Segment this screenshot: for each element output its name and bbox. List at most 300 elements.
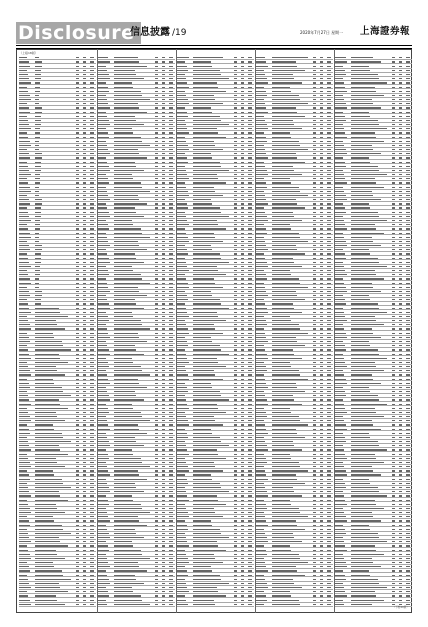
- text-placeholder: [83, 512, 86, 513]
- text-placeholder: [98, 445, 110, 446]
- text-placeholder: [234, 87, 237, 88]
- text-placeholder: [114, 541, 132, 542]
- text-placeholder: [19, 212, 28, 213]
- text-placeholder: [76, 449, 79, 450]
- text-placeholder: [76, 153, 79, 154]
- text-placeholder: [98, 354, 110, 355]
- text-placeholder: [83, 479, 86, 480]
- text-placeholder: [83, 166, 86, 167]
- text-placeholder: [114, 508, 142, 509]
- text-placeholder: [98, 441, 109, 442]
- text-placeholder: [98, 99, 107, 100]
- text-placeholder: [83, 462, 86, 463]
- text-placeholder: [162, 437, 165, 438]
- text-placeholder: [19, 579, 28, 580]
- text-placeholder: [35, 529, 63, 530]
- text-placeholder: [169, 525, 173, 526]
- text-placeholder: [155, 212, 158, 213]
- text-placeholder: [155, 178, 158, 179]
- text-placeholder: [169, 495, 173, 496]
- text-placeholder: [19, 149, 27, 150]
- text-placeholder: [83, 270, 86, 271]
- text-placeholder: [155, 166, 158, 167]
- text-placeholder: [76, 145, 79, 146]
- text-placeholder: [90, 587, 94, 588]
- text-placeholder: [114, 554, 142, 555]
- text-placeholder: [83, 299, 86, 300]
- text-placeholder: [35, 537, 59, 538]
- text-placeholder: [35, 245, 42, 246]
- text-placeholder: [76, 333, 79, 334]
- text-placeholder: [98, 337, 110, 338]
- text-placeholder: [35, 141, 39, 142]
- text-placeholder: [169, 170, 173, 171]
- text-placeholder: [83, 157, 86, 158]
- text-placeholder: [19, 366, 28, 367]
- text-placeholder: [19, 387, 30, 388]
- text-placeholder: [35, 266, 40, 267]
- text-placeholder: [155, 591, 158, 592]
- text-placeholder: [155, 604, 158, 605]
- text-placeholder: [76, 187, 79, 188]
- text-placeholder: [83, 78, 86, 79]
- text-placeholder: [90, 399, 94, 400]
- text-placeholder: [169, 374, 173, 375]
- text-placeholder: [169, 395, 173, 396]
- text-placeholder: [248, 124, 252, 125]
- text-placeholder: [19, 554, 30, 555]
- text-placeholder: [177, 66, 187, 67]
- text-placeholder: [83, 516, 86, 517]
- text-placeholder: [162, 287, 165, 288]
- text-placeholder: [83, 424, 86, 425]
- text-placeholder: [19, 178, 27, 179]
- text-placeholder: [19, 287, 27, 288]
- text-placeholder: [90, 437, 94, 438]
- text-placeholder: [114, 191, 150, 192]
- text-placeholder: [98, 328, 107, 329]
- text-placeholder: [162, 349, 165, 350]
- text-placeholder: [169, 416, 173, 417]
- text-placeholder: [98, 57, 108, 58]
- text-placeholder: [98, 274, 109, 275]
- text-placeholder: [169, 449, 173, 450]
- text-placeholder: [35, 454, 68, 455]
- text-placeholder: [162, 216, 165, 217]
- text-placeholder: [114, 157, 147, 158]
- text-placeholder: [98, 212, 109, 213]
- text-placeholder: [114, 124, 144, 125]
- text-placeholder: [114, 74, 136, 75]
- text-placeholder: [83, 416, 86, 417]
- text-placeholder: [98, 78, 110, 79]
- text-placeholder: [155, 545, 158, 546]
- text-placeholder: [90, 70, 94, 71]
- text-placeholder: [98, 228, 109, 229]
- text-placeholder: [83, 374, 86, 375]
- text-placeholder: [162, 170, 165, 171]
- text-placeholder: [155, 287, 158, 288]
- text-placeholder: [83, 145, 86, 146]
- text-placeholder: [114, 187, 142, 188]
- text-placeholder: [162, 295, 165, 296]
- text-placeholder: [162, 199, 165, 200]
- text-placeholder: [90, 337, 94, 338]
- text-placeholder: [90, 149, 94, 150]
- text-placeholder: [76, 78, 79, 79]
- text-placeholder: [19, 270, 27, 271]
- text-placeholder: [169, 299, 173, 300]
- text-placeholder: [155, 395, 158, 396]
- text-placeholder: [162, 429, 165, 430]
- text-placeholder: [76, 120, 79, 121]
- text-placeholder: [35, 483, 63, 484]
- text-placeholder: [76, 391, 79, 392]
- text-placeholder: [169, 566, 173, 567]
- text-placeholder: [90, 487, 94, 488]
- text-placeholder: [114, 441, 136, 442]
- text-placeholder: [162, 424, 165, 425]
- text-placeholder: [162, 391, 165, 392]
- text-placeholder: [98, 333, 108, 334]
- text-placeholder: [83, 408, 86, 409]
- text-placeholder: [162, 145, 165, 146]
- text-placeholder: [169, 550, 173, 551]
- text-placeholder: [83, 70, 86, 71]
- text-placeholder: [76, 383, 79, 384]
- text-placeholder: [19, 420, 31, 421]
- text-placeholder: [234, 74, 237, 75]
- text-placeholder: [193, 95, 214, 96]
- text-placeholder: [76, 491, 79, 492]
- text-placeholder: [19, 483, 27, 484]
- text-placeholder: [90, 395, 94, 396]
- text-placeholder: [35, 191, 39, 192]
- text-placeholder: [98, 374, 107, 375]
- text-placeholder: [114, 487, 136, 488]
- text-placeholder: [76, 74, 79, 75]
- text-placeholder: [155, 233, 158, 234]
- text-placeholder: [234, 116, 237, 117]
- text-placeholder: [19, 504, 28, 505]
- text-placeholder: [83, 295, 86, 296]
- text-placeholder: [114, 141, 142, 142]
- text-placeholder: [76, 66, 79, 67]
- text-placeholder: [76, 479, 79, 480]
- text-placeholder: [90, 116, 94, 117]
- text-placeholder: [162, 308, 165, 309]
- text-placeholder: [35, 157, 42, 158]
- text-placeholder: [19, 253, 27, 254]
- text-placeholder: [169, 228, 173, 229]
- text-placeholder: [169, 116, 173, 117]
- text-placeholder: [169, 462, 173, 463]
- text-placeholder: [19, 470, 27, 471]
- text-placeholder: [90, 107, 94, 108]
- text-placeholder: [19, 562, 27, 563]
- text-placeholder: [98, 308, 110, 309]
- text-placeholder: [98, 487, 109, 488]
- text-placeholder: [35, 512, 65, 513]
- text-placeholder: [35, 120, 41, 121]
- text-placeholder: [169, 466, 173, 467]
- text-placeholder: [169, 199, 173, 200]
- text-placeholder: [76, 345, 79, 346]
- text-placeholder: [162, 595, 165, 596]
- text-placeholder: [114, 591, 133, 592]
- text-placeholder: [169, 587, 173, 588]
- text-placeholder: [35, 437, 63, 438]
- text-placeholder: [35, 174, 40, 175]
- text-placeholder: [19, 529, 27, 530]
- text-placeholder: [76, 566, 79, 567]
- text-placeholder: [193, 124, 229, 125]
- text-placeholder: [162, 383, 165, 384]
- text-placeholder: [169, 107, 173, 108]
- text-placeholder: [114, 379, 138, 380]
- text-placeholder: [35, 182, 40, 183]
- text-placeholder: [114, 470, 138, 471]
- text-placeholder: [114, 162, 135, 163]
- text-placeholder: [76, 233, 79, 234]
- text-placeholder: [162, 545, 165, 546]
- text-placeholder: [83, 66, 86, 67]
- text-placeholder: [19, 299, 27, 300]
- text-placeholder: [35, 253, 41, 254]
- text-placeholder: [169, 412, 173, 413]
- text-placeholder: [98, 600, 106, 601]
- text-placeholder: [35, 178, 40, 179]
- text-placeholder: [114, 445, 144, 446]
- text-placeholder: [248, 70, 252, 71]
- text-placeholder: [90, 433, 94, 434]
- text-placeholder: [19, 187, 30, 188]
- text-placeholder: [90, 558, 94, 559]
- text-placeholder: [114, 291, 139, 292]
- text-placeholder: [35, 416, 57, 417]
- text-placeholder: [114, 70, 135, 71]
- text-placeholder: [155, 500, 158, 501]
- text-placeholder: [155, 458, 158, 459]
- text-placeholder: [169, 120, 173, 121]
- text-placeholder: [162, 500, 165, 501]
- table-column-1: [19, 56, 96, 610]
- text-placeholder: [114, 61, 139, 62]
- text-placeholder: [155, 191, 158, 192]
- text-placeholder: [169, 399, 173, 400]
- text-placeholder: [19, 228, 28, 229]
- text-placeholder: [98, 162, 107, 163]
- text-placeholder: [98, 541, 106, 542]
- text-placeholder: [19, 207, 27, 208]
- text-placeholder: [19, 245, 29, 246]
- text-placeholder: [19, 283, 31, 284]
- text-placeholder: [19, 500, 27, 501]
- text-placeholder: [90, 579, 94, 580]
- text-placeholder: [162, 120, 165, 121]
- text-placeholder: [162, 253, 165, 254]
- text-placeholder: [90, 228, 94, 229]
- text-placeholder: [155, 107, 158, 108]
- text-placeholder: [90, 595, 94, 596]
- text-placeholder: [90, 216, 94, 217]
- text-placeholder: [90, 483, 94, 484]
- text-placeholder: [35, 212, 41, 213]
- text-placeholder: [162, 570, 165, 571]
- newspaper-name: 上海證券報: [360, 25, 410, 38]
- text-placeholder: [90, 270, 94, 271]
- text-placeholder: [83, 95, 86, 96]
- text-placeholder: [83, 383, 86, 384]
- text-placeholder: [35, 408, 68, 409]
- text-placeholder: [177, 87, 189, 88]
- text-placeholder: [83, 391, 86, 392]
- text-placeholder: [177, 99, 188, 100]
- text-placeholder: [162, 132, 165, 133]
- text-placeholder: [169, 141, 173, 142]
- text-placeholder: [90, 220, 94, 221]
- text-placeholder: [155, 182, 158, 183]
- text-placeholder: [98, 82, 106, 83]
- text-placeholder: [169, 99, 173, 100]
- text-placeholder: [83, 74, 86, 75]
- text-placeholder: [83, 495, 86, 496]
- text-placeholder: [169, 458, 173, 459]
- text-placeholder: [98, 182, 109, 183]
- text-placeholder: [19, 195, 27, 196]
- text-placeholder: [90, 333, 94, 334]
- text-placeholder: [98, 178, 108, 179]
- text-placeholder: [19, 182, 28, 183]
- text-placeholder: [90, 504, 94, 505]
- text-placeholder: [83, 429, 86, 430]
- text-placeholder: [19, 74, 28, 75]
- text-placeholder: [155, 374, 158, 375]
- text-placeholder: [114, 249, 147, 250]
- text-placeholder: [83, 141, 86, 142]
- text-placeholder: [19, 433, 30, 434]
- text-placeholder: [114, 462, 142, 463]
- text-placeholder: [90, 128, 94, 129]
- text-placeholder: [169, 270, 173, 271]
- text-placeholder: [98, 195, 108, 196]
- text-placeholder: [162, 550, 165, 551]
- text-placeholder: [169, 203, 173, 204]
- text-placeholder: [162, 420, 165, 421]
- text-placeholder: [169, 479, 173, 480]
- text-placeholder: [114, 433, 147, 434]
- text-placeholder: [35, 487, 71, 488]
- text-placeholder: [19, 595, 28, 596]
- text-placeholder: [83, 345, 86, 346]
- text-placeholder: [35, 324, 57, 325]
- text-placeholder: [169, 558, 173, 559]
- text-placeholder: [162, 587, 165, 588]
- text-placeholder: [90, 166, 94, 167]
- text-placeholder: [35, 249, 42, 250]
- text-placeholder: [90, 262, 94, 263]
- text-placeholder: [169, 291, 173, 292]
- text-placeholder: [76, 458, 79, 459]
- text-placeholder: [114, 107, 139, 108]
- text-placeholder: [83, 112, 86, 113]
- text-placeholder: [90, 316, 94, 317]
- text-placeholder: [155, 137, 158, 138]
- text-placeholder: [19, 99, 31, 100]
- text-placeholder: [162, 583, 165, 584]
- text-placeholder: [177, 82, 187, 83]
- text-placeholder: [234, 120, 237, 121]
- text-placeholder: [83, 562, 86, 563]
- text-placeholder: [76, 504, 79, 505]
- text-placeholder: [35, 153, 42, 154]
- text-placeholder: [98, 237, 107, 238]
- text-placeholder: [162, 374, 165, 375]
- text-placeholder: [114, 600, 142, 601]
- text-placeholder: [248, 120, 252, 121]
- text-placeholder: [90, 95, 94, 96]
- text-placeholder: [169, 220, 173, 221]
- text-placeholder: [114, 387, 147, 388]
- text-placeholder: [155, 391, 158, 392]
- text-placeholder: [162, 495, 165, 496]
- text-placeholder: [169, 345, 173, 346]
- text-placeholder: [169, 57, 173, 58]
- text-placeholder: [83, 591, 86, 592]
- text-placeholder: [83, 57, 86, 58]
- text-placeholder: [83, 500, 86, 501]
- text-placeholder: [155, 70, 158, 71]
- text-placeholder: [169, 445, 173, 446]
- text-placeholder: [19, 128, 31, 129]
- text-placeholder: [35, 99, 39, 100]
- text-placeholder: [83, 291, 86, 292]
- text-placeholder: [76, 274, 79, 275]
- text-placeholder: [76, 249, 79, 250]
- text-placeholder: [162, 575, 165, 576]
- text-placeholder: [19, 320, 28, 321]
- text-placeholder: [162, 157, 165, 158]
- text-placeholder: [35, 349, 71, 350]
- text-placeholder: [162, 70, 165, 71]
- text-placeholder: [234, 70, 237, 71]
- text-placeholder: [83, 178, 86, 179]
- text-placeholder: [98, 103, 108, 104]
- text-placeholder: [35, 379, 53, 380]
- text-placeholder: [90, 512, 94, 513]
- text-placeholder: [155, 262, 158, 263]
- text-placeholder: [76, 495, 79, 496]
- text-placeholder: [155, 587, 158, 588]
- text-placeholder: [35, 412, 56, 413]
- text-placeholder: [83, 216, 86, 217]
- text-placeholder: [162, 87, 165, 88]
- text-placeholder: [155, 270, 158, 271]
- text-placeholder: [114, 454, 133, 455]
- text-placeholder: [155, 316, 158, 317]
- text-placeholder: [155, 595, 158, 596]
- text-placeholder: [76, 558, 79, 559]
- text-placeholder: [76, 399, 79, 400]
- text-placeholder: [35, 337, 54, 338]
- text-placeholder: [98, 203, 106, 204]
- text-placeholder: [169, 604, 173, 605]
- text-placeholder: [162, 387, 165, 388]
- text-placeholder: [98, 145, 107, 146]
- text-placeholder: [114, 525, 147, 526]
- text-placeholder: [169, 474, 173, 475]
- text-placeholder: [90, 124, 94, 125]
